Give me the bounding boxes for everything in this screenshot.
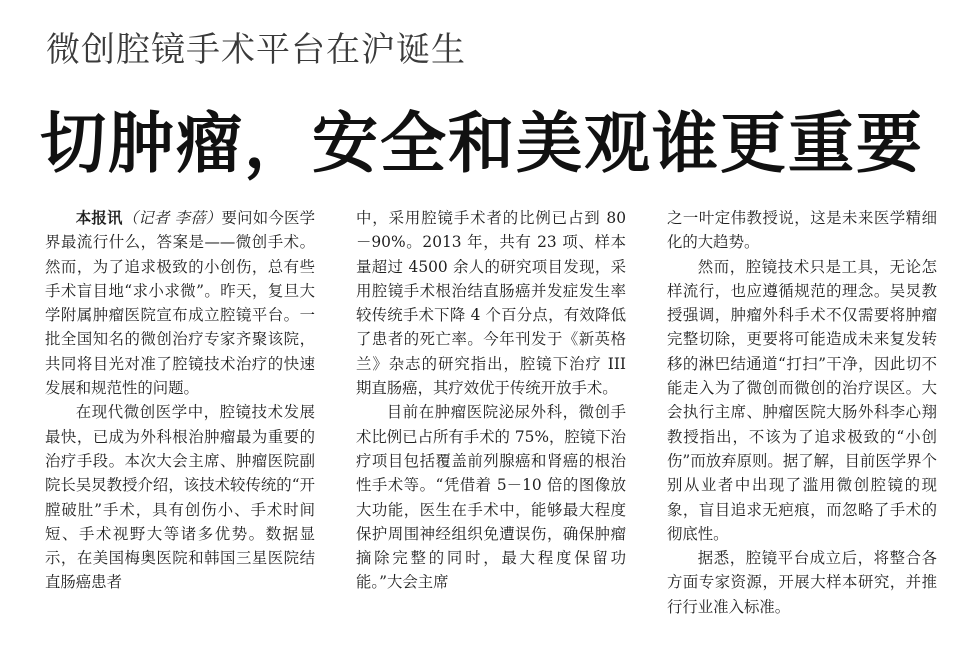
article-paragraph: 在现代微创医学中，腔镜技术发展最快，已成为外科根治肿瘤最为重要的治疗手段。本次大会主席、肿瘤医院副院长吴炅教授介绍，该技术较传统的“开膛破肚”手术，具有创伤小、手术时间短、手术视野大等诸多优势。数据显示，在美国梅奥医院和韩国三星医院结直肠癌患者 [45, 403, 315, 592]
article-paragraph: 然而，腔镜技术只是工具，无论怎样流行，也应遵循规范的理念。吴炅教授强调，肿瘤外科手术不仅需要将肿瘤完整切除，更要将可能造成未来复发转移的淋巴结通道“打扫”干净，因此切不能走入为了微创而微创的治疗误区。大会执行主席、肿瘤医院大肠外科李心翔教授指出，不该为了追求极致的“小创伤”而放弃原则。据了解，目前医学界个别从业者中出现了滥用微创腔镜的现象，盲目追求无疤痕，而忽略了手术的彻底性。 [667, 257, 937, 543]
article-paragraph: 中，采用腔镜手术者的比例已占到 80－90%。2013 年，共有 23 项、样本量超过 4500 余人的研究项目发现，采用腔镜手术根治结直肠癌并发症发生率较传统手术下降 4 个百分点，有效降低了患者的死亡率。今年刊发于《新英格兰》杂志的研究指出，腔镜下治疗 III 期直肠癌，其疗效优于传统开放手术。 [356, 209, 626, 398]
article-paragraph: 据悉，腔镜平台成立后，将整合各方面专家资源，开展大样本研究，并推行行业准入标准。 [667, 549, 937, 616]
article-paragraph: 目前在肿瘤医院泌尿外科，微创手术比例已占所有手术的 75%，腔镜下治疗项目包括覆盖前列腺癌和肾癌的根治性手术等。“凭借着 5－10 倍的图像放大功能，医生在手术中，能够最大程度保护周围神经组织免遭误伤，确保肿瘤摘除完整的同时，最大程度保留功能。”大会主席 [356, 403, 626, 592]
article-column-3 [667, 206, 937, 619]
paragraph-text: 要问如今医学界最流行什么，答案是——微创手术。然而，为了追求极致的小创伤，总有些手术盲目地“求小求微”。昨天，复旦大学附属肿瘤医院宣布成立腔镜平台。一批全国知名的微创治疗专家齐聚该院，共同将目光对准了腔镜技术治疗的快速发展和规范性的问题。 [45, 209, 315, 398]
byline-reporter: （记者 李蓓） [122, 209, 222, 227]
article-paragraph [45, 206, 315, 400]
article-paragraph: 之一叶定伟教授说，这是未来医学精细化的大趋势。 [667, 209, 937, 252]
article-subtitle: 微创腔镜手术平台在沪诞生 [46, 30, 466, 70]
article-body [45, 206, 945, 646]
article-column-2 [356, 206, 626, 595]
byline-lead: 本报讯 [75, 209, 123, 227]
article-column-1 [45, 206, 315, 595]
article-headline: 切肿瘤，安全和美观谁更重要 [40, 104, 924, 182]
